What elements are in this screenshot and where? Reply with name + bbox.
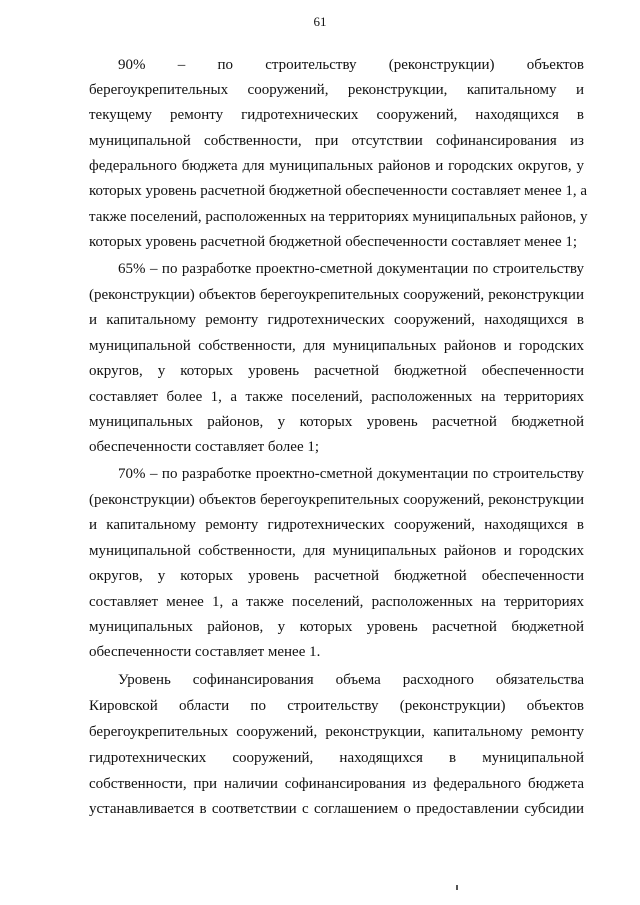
paragraph-3-line-6: составляет менее 1, а также поселений, расположенных на территориях [89,594,584,610]
paragraph-3-line-8: обеспеченности составляет менее 1. [89,644,321,660]
paragraph-1-line-3: текущему ремонту гидротехнических сооружений, находящихся в [89,107,584,123]
paragraph-4-line-2: Кировской области по строительству (реконструкции) объектов [89,698,584,714]
paragraph-4-line-6: устанавливается в соответствии с соглашением о предоставлении субсидии [89,801,584,817]
paragraph-4-line-5: собственности, при наличии софинансирования из федерального бюджета [89,776,584,792]
paragraph-2-line-7: муниципальных районов, у которых уровень расчетной бюджетной [89,414,584,430]
paragraph-1-line-4: муниципальной собственности, при отсутствии софинансирования из [89,133,584,149]
paragraph-4-line-3: берегоукрепительных сооружений, реконструкции, капитальному ремонту [89,724,584,740]
page-number: 61 [313,14,327,29]
paragraph-3-line-2: (реконструкции) объектов берегоукрепительных сооружений, реконструкции [89,492,584,508]
paragraph-1-line-6: которых уровень расчетной бюджетной обеспеченности составляет менее 1, а [89,183,588,199]
paragraph-2-line-1: 65% – по разработке проектно-сметной документации по строительству [118,261,584,277]
paragraph-2-line-3: и капитальному ремонту гидротехнических сооружений, находящихся в [89,312,584,328]
paragraph-1-line-7: также поселений, расположенных на территориях муниципальных районов, у [89,209,588,225]
paragraph-3-line-5: округов, у которых уровень расчетной бюджетной обеспеченности [89,568,584,584]
paragraph-3-line-4: муниципальной собственности, для муниципальных районов и городских [89,543,584,559]
paragraph-2-line-4: муниципальной собственности, для муниципальных районов и городских [89,338,584,354]
paragraph-4-line-1: Уровень софинансирования объема расходного обязательства [118,672,584,688]
paragraph-2-line-2: (реконструкции) объектов берегоукрепительных сооружений, реконструкции [89,287,584,303]
paragraph-3-line-7: муниципальных районов, у которых уровень расчетной бюджетной [89,619,584,635]
paragraph-3-line-3: и капитальному ремонту гидротехнических сооружений, находящихся в [89,517,584,533]
paragraph-1-line-5: федерального бюджета для муниципальных районов и городских округов, у [89,158,584,174]
paragraph-1-line-2: берегоукрепительных сооружений, реконструкции, капитальному и [89,82,584,98]
paragraph-2-line-5: округов, у которых уровень расчетной бюджетной обеспеченности [89,363,584,379]
paragraph-2-line-6: составляет более 1, а также поселений, расположенных на территориях [89,389,584,405]
paragraph-1-line-1: 90% – по строительству (реконструкции) объектов [118,57,584,73]
paragraph-2-line-8: обеспеченности составляет более 1; [89,439,320,455]
paragraph-4-line-4: гидротехнических сооружений, находящихся в муниципальной [89,750,584,766]
paragraph-1-line-8: которых уровень расчетной бюджетной обеспеченности составляет менее 1; [89,234,578,250]
scan-speck [456,885,458,890]
paragraph-3-line-1: 70% – по разработке проектно-сметной документации по строительству [118,466,584,482]
